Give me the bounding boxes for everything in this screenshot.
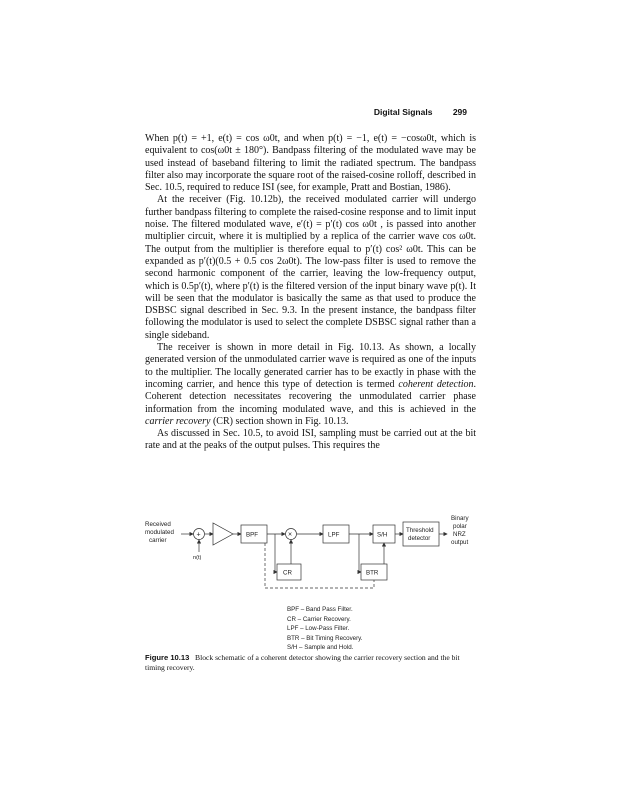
legend-item: LPF – Low-Pass Filter. (287, 625, 350, 633)
mult-symbol: × (288, 531, 293, 539)
amplifier-icon (213, 523, 233, 545)
output-label-3: NRZ (453, 531, 466, 538)
threshold-label-2: detector (408, 535, 431, 542)
output-label-2: polar (453, 523, 467, 530)
threshold-detector-block (403, 522, 439, 546)
term-carrier-recovery: carrier recovery (145, 415, 211, 427)
term-coherent-detection: coherent detection (398, 378, 474, 390)
paragraph-2: At the receiver (Fig. 10.12b), the received modulated carrier will undergo further bandpass filtering to complete the raised-cosine response and to limit input noise. The filtered modulated wave, e′(t) = p′(t) cos ω0t , is passed into another multiplier circuit, where it is multiplied by a replica of the carrier wave cos ω0t. The output from the multiplier is therefore equal to p′(t) cos² ω0t. This can be expanded as p′(t)(0.5 + 0.5 cos 2ω0t). The low-pass filter is used to remove the second harmonic component of the carrier, leaving the low-frequency output, which is 0.5p′(t), where p′(t) is the filtered version of the input binary wave p(t). It will be seen that the modulator is basically the same as that used to produce the DSBSC signal described in Sec. 9.3. In the present instance, the bandpass filter following the modulator is used to select the complete DSBSC signal rather than a single sideband. (145, 194, 476, 341)
btr-label: BTR (366, 569, 379, 577)
legend-item: BPF – Band Pass Filter. (287, 606, 353, 613)
page-number: 299 (452, 107, 467, 117)
sh-label: S/H (377, 531, 388, 539)
paragraph-1: When p(t) = +1, e(t) = cos ω0t, and when p(t) = −1, e(t) = −cosω0t, which is equivalent to cos(ω0t ± 180°). Bandpass filtering of the modulated wave may be used instead of baseband filtering to limit the radiated spectrum. The bandpass filter also may incorporate the square root of the raised-cosine rolloff, described in Sec. 10.5, required to reduce ISI (see, for example, Pratt and Bostian, 1986). (145, 133, 476, 194)
paragraph-4: As discussed in Sec. 10.5, to avoid ISI, sampling must be carried out at the bit rate and at the peaks of the output pulses. This requires the (145, 428, 476, 452)
running-header (374, 107, 467, 117)
sum-symbol: + (196, 531, 201, 539)
bpf-label: BPF (246, 531, 259, 539)
p3-text-c: (CR) section shown in Fig. 10.13. (210, 415, 349, 427)
body-text (145, 133, 476, 453)
header-title: Digital Signals (373, 107, 433, 117)
p3-text-a: The receiver is shown in more detail in Fig. 10.13. As shown, a locally generated version of the unmodulated carrier wave is required as one of the inputs to the multiplier. The locally generated carrier has to be exactly in phase with the incoming carrier, and hence this type of detection is termed (145, 342, 476, 390)
legend-item: S/H – Sample and Hold. (287, 644, 354, 652)
cr-label: CR (283, 569, 292, 577)
input-label-2: modulated (145, 529, 174, 536)
p3-text-b: . Coherent detection necessitates recovering the unmodulated carrier phase information from the incoming modulated wave, and this is achieved in the (145, 378, 476, 415)
input-label-1: Received (145, 521, 171, 528)
diagram-legend (287, 605, 363, 653)
caption-label: Figure 10.13 (145, 653, 190, 662)
caption-text: Block schematic of a coherent detector showing the carrier recovery section and the bit timing recovery. (145, 653, 460, 672)
figure-caption (145, 653, 476, 673)
legend-item: CR – Carrier Recovery. (287, 615, 351, 623)
threshold-label-1: Threshold (406, 527, 434, 534)
noise-label: n(t) (193, 555, 202, 561)
lpf-label: LPF (328, 531, 340, 539)
output-label-1: Binary (451, 515, 469, 522)
input-label-3: carrier (149, 537, 167, 544)
output-label-4: output (451, 539, 469, 546)
legend-item: BTR – Bit Timing Recovery. (287, 634, 363, 642)
paragraph-3 (145, 342, 476, 428)
